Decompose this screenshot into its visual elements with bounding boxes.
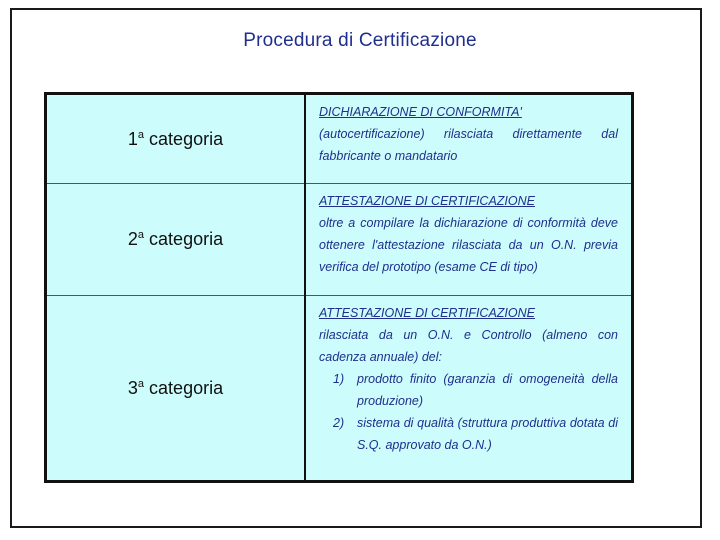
table-row xyxy=(46,94,633,184)
page-title: Procedura di Certificazione xyxy=(243,30,477,51)
category-number: 1 xyxy=(127,128,138,149)
category-cell xyxy=(46,184,306,296)
category-number: 2 xyxy=(127,229,138,249)
description-text: (autocertificazione) rilasciata direttamente dal fabbricante o mandatario xyxy=(319,127,618,163)
list-item-number: 2) xyxy=(333,416,345,430)
description-cell xyxy=(305,94,633,184)
numbered-list xyxy=(319,368,618,456)
category-superscript: a xyxy=(137,128,145,141)
table-row xyxy=(46,184,633,296)
description-cell xyxy=(305,296,633,482)
description-heading: ATTESTAZIONE DI CERTIFICAZIONE xyxy=(319,306,535,320)
description-text: oltre a compilare la dichiarazione di conformità deve ottenere l'attestazione rilasciata da un O.N. previa verifica del prototipo (esame CE di tipo) xyxy=(319,216,618,274)
certification-table xyxy=(44,92,634,483)
description-cell xyxy=(305,184,633,296)
category-number: 3 xyxy=(127,377,138,398)
list-item-text: prodotto finito (garanzia di omogeneità della produzione) xyxy=(357,372,618,408)
list-item-text: sistema di qualità (struttura produttiva dotata di S.Q. approvato da O.N.) xyxy=(357,416,618,452)
description-text: rilasciata da un O.N. e Controllo (almeno con cadenza annuale) del: xyxy=(319,328,618,364)
description-heading: ATTESTAZIONE DI CERTIFICAZIONE xyxy=(319,194,535,208)
table-row xyxy=(46,296,633,482)
list-item-number: 1) xyxy=(333,372,345,386)
category-label: categoria xyxy=(149,128,224,149)
category-cell xyxy=(46,296,306,482)
description-heading: DICHIARAZIONE DI CONFORMITA' xyxy=(319,105,522,119)
list-item xyxy=(319,368,618,412)
category-superscript: a xyxy=(137,377,145,390)
category-label: categoria xyxy=(149,377,224,398)
category-superscript: a xyxy=(137,229,145,241)
list-item xyxy=(319,412,618,456)
category-cell xyxy=(46,94,306,184)
category-label: categoria xyxy=(149,229,224,249)
